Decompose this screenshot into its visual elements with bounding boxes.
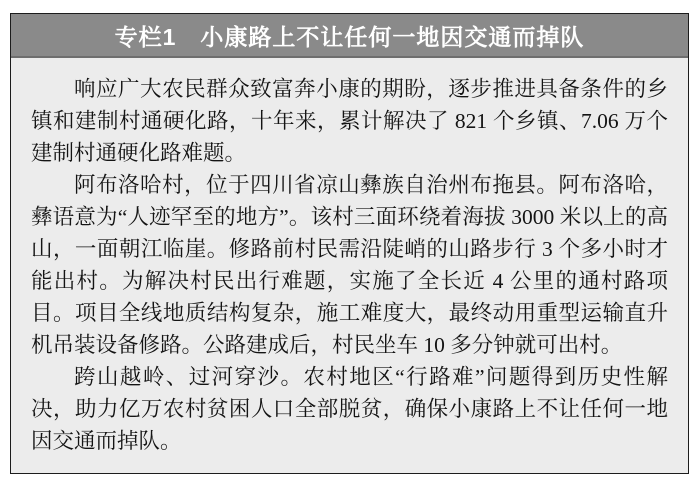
paragraph-3: 跨山越岭、过河穿沙。农村地区“行路难”问题得到历史性解决，助力亿万农村贫困人口全部脱贫，确保小康路上不让任何一地因交通而掉队。	[31, 365, 668, 453]
column-box-body	[11, 58, 688, 469]
column-box	[10, 13, 689, 474]
column-box-title: 专栏1 小康路上不让任何一地因交通而掉队	[114, 23, 585, 50]
column-box-header	[11, 14, 688, 58]
paragraph-1: 响应广大农民群众致富奔小康的期盼，逐步推进具备条件的乡镇和建制村通硬化路，十年来，累计解决了 821 个乡镇、7.06 万个建制村通硬化路难题。	[31, 77, 668, 165]
paragraph-2: 阿布洛哈村，位于四川省凉山彝族自治州布拖县。阿布洛哈，彝语意为“人迹罕至的地方”。该村三面环绕着海拔 3000 米以上的高山，一面朝江临崖。修路前村民需沿陡峭的山路步行 3 个多小时才能出村。为解决村民出行难题，实施了全长近 4 公里的通村路项目。项目全线地质结构复杂，施工难度大，最终动用重型运输直升机吊装设备修路。公路建成后，村民坐车 10 多分钟就可出村。	[31, 173, 668, 357]
